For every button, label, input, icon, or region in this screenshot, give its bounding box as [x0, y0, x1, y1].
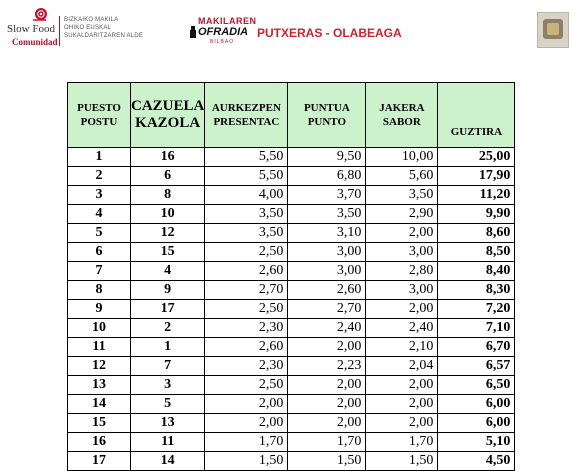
cell-punto: 3,50	[288, 205, 366, 224]
cell-punto: 2,00	[288, 376, 366, 395]
cell-cazuela: 16	[131, 148, 205, 167]
cell-cazuela: 5	[131, 395, 205, 414]
cell-presentacion: 1,50	[205, 452, 288, 471]
cell-presentacion: 2,00	[205, 414, 288, 433]
cell-punto: 3,70	[288, 186, 366, 205]
cell-puesto: 1	[68, 148, 131, 167]
cell-puesto: 11	[68, 338, 131, 357]
cell-sabor: 2,00	[366, 376, 438, 395]
cell-guztira: 5,10	[438, 433, 515, 452]
cell-guztira: 7,20	[438, 300, 515, 319]
cell-cazuela: 3	[131, 376, 205, 395]
table-row	[68, 376, 515, 395]
cell-sabor: 2,04	[366, 357, 438, 376]
ofradia-logo	[190, 14, 257, 46]
cell-presentacion: 4,00	[205, 186, 288, 205]
cell-presentacion: 2,60	[205, 262, 288, 281]
cell-presentacion: 2,30	[205, 357, 288, 376]
header-puesto: PUESTO POSTU	[68, 83, 131, 148]
table-row	[68, 243, 515, 262]
cell-guztira: 6,57	[438, 357, 515, 376]
table-row	[68, 357, 515, 376]
cell-guztira: 6,00	[438, 414, 515, 433]
cell-sabor: 3,00	[366, 281, 438, 300]
cell-cazuela: 17	[131, 300, 205, 319]
slow-food-logo	[7, 7, 58, 47]
table-row	[68, 148, 515, 167]
results-table	[67, 82, 515, 471]
cell-puesto: 17	[68, 452, 131, 471]
cell-presentacion: 2,50	[205, 243, 288, 262]
cell-cazuela: 13	[131, 414, 205, 433]
header-punto: PUNTUA PUNTO	[288, 83, 366, 148]
table-row	[68, 338, 515, 357]
ofradia-main-text: OFRADIA	[198, 26, 249, 38]
cell-puesto: 14	[68, 395, 131, 414]
cell-punto: 3,10	[288, 224, 366, 243]
table-row	[68, 262, 515, 281]
table-row	[68, 281, 515, 300]
cell-sabor: 2,90	[366, 205, 438, 224]
table-row	[68, 300, 515, 319]
cell-cazuela: 9	[131, 281, 205, 300]
cell-puesto: 2	[68, 167, 131, 186]
cell-cazuela: 10	[131, 205, 205, 224]
table-row	[68, 452, 515, 471]
cell-presentacion: 2,30	[205, 319, 288, 338]
cell-guztira: 6,00	[438, 395, 515, 414]
header-presentacion: AURKEZPEN PRESENTAC	[205, 83, 288, 148]
cell-punto: 2,70	[288, 300, 366, 319]
chef-icon	[190, 26, 196, 38]
cell-cazuela: 14	[131, 452, 205, 471]
cell-sabor: 2,00	[366, 300, 438, 319]
cell-cazuela: 1	[131, 338, 205, 357]
cell-guztira: 25,00	[438, 148, 515, 167]
cell-guztira: 7,10	[438, 319, 515, 338]
photo-thumbnail	[537, 12, 569, 48]
cell-guztira: 4,50	[438, 452, 515, 471]
cell-cazuela: 11	[131, 433, 205, 452]
cell-cazuela: 6	[131, 167, 205, 186]
cell-guztira: 8,30	[438, 281, 515, 300]
cell-punto: 9,50	[288, 148, 366, 167]
cell-puesto: 7	[68, 262, 131, 281]
cell-puesto: 9	[68, 300, 131, 319]
logo-divider	[59, 16, 60, 46]
cell-presentacion: 3,50	[205, 224, 288, 243]
cell-punto: 2,40	[288, 319, 366, 338]
cell-sabor: 1,50	[366, 452, 438, 471]
cell-punto: 2,00	[288, 395, 366, 414]
cell-puesto: 10	[68, 319, 131, 338]
association-line: OHIKO EUSKAL	[64, 25, 112, 31]
cell-guztira: 11,20	[438, 186, 515, 205]
cell-presentacion: 5,50	[205, 148, 288, 167]
cell-puesto: 12	[68, 357, 131, 376]
cell-puesto: 3	[68, 186, 131, 205]
table-row	[68, 414, 515, 433]
cell-sabor: 10,00	[366, 148, 438, 167]
cell-cazuela: 4	[131, 262, 205, 281]
results-body	[68, 148, 515, 471]
table-row	[68, 167, 515, 186]
cell-cazuela: 12	[131, 224, 205, 243]
cell-guztira: 8,50	[438, 243, 515, 262]
cell-punto: 3,00	[288, 243, 366, 262]
cell-punto: 2,23	[288, 357, 366, 376]
cell-punto: 2,60	[288, 281, 366, 300]
header-cazuela: CAZUELA KAZOLA	[131, 83, 205, 148]
cell-sabor: 1,70	[366, 433, 438, 452]
cell-guztira: 17,90	[438, 167, 515, 186]
cell-puesto: 15	[68, 414, 131, 433]
cell-sabor: 5,60	[366, 167, 438, 186]
association-name	[64, 16, 143, 40]
cell-presentacion: 2,60	[205, 338, 288, 357]
cell-sabor: 3,50	[366, 186, 438, 205]
header-row	[68, 83, 515, 148]
cell-puesto: 5	[68, 224, 131, 243]
cell-sabor: 2,00	[366, 395, 438, 414]
cell-puesto: 8	[68, 281, 131, 300]
cell-sabor: 2,00	[366, 224, 438, 243]
ofradia-city-text: BILBAO	[210, 39, 235, 45]
cell-guztira: 6,50	[438, 376, 515, 395]
cell-cazuela: 2	[131, 319, 205, 338]
table-row	[68, 205, 515, 224]
cell-presentacion: 2,70	[205, 281, 288, 300]
table-row	[68, 224, 515, 243]
page-title: PUTXERAS - OLABEAGA	[257, 26, 402, 40]
cell-punto: 2,00	[288, 414, 366, 433]
cell-punto: 2,00	[288, 338, 366, 357]
table-row	[68, 319, 515, 338]
cell-presentacion: 2,50	[205, 376, 288, 395]
cell-sabor: 2,10	[366, 338, 438, 357]
cell-sabor: 3,00	[366, 243, 438, 262]
cell-guztira: 9,90	[438, 205, 515, 224]
cell-presentacion: 1,70	[205, 433, 288, 452]
cell-punto: 1,70	[288, 433, 366, 452]
table-row	[68, 186, 515, 205]
header-sabor: JAKERA SABOR	[366, 83, 438, 148]
cell-puesto: 6	[68, 243, 131, 262]
cell-cazuela: 7	[131, 357, 205, 376]
cell-presentacion: 3,50	[205, 205, 288, 224]
cell-presentacion: 5,50	[205, 167, 288, 186]
cell-cazuela: 8	[131, 186, 205, 205]
header-guztira: GUZTIRA	[438, 83, 515, 148]
cell-puesto: 16	[68, 433, 131, 452]
cell-sabor: 2,40	[366, 319, 438, 338]
cell-guztira: 6,70	[438, 338, 515, 357]
cell-cazuela: 15	[131, 243, 205, 262]
slow-food-name: Slow Food	[7, 23, 55, 35]
table-row	[68, 433, 515, 452]
ofradia-top-text: MAKILAREN	[198, 16, 257, 26]
cell-guztira: 8,40	[438, 262, 515, 281]
cell-guztira: 8,60	[438, 224, 515, 243]
snail-icon	[32, 7, 48, 21]
cell-presentacion: 2,50	[205, 300, 288, 319]
cell-puesto: 13	[68, 376, 131, 395]
cell-punto: 6,80	[288, 167, 366, 186]
cell-puesto: 4	[68, 205, 131, 224]
cell-presentacion: 2,00	[205, 395, 288, 414]
table-row	[68, 395, 515, 414]
cell-punto: 3,00	[288, 262, 366, 281]
association-line: SUKALDARITZAREN ALDE	[64, 33, 144, 39]
cell-sabor: 2,00	[366, 414, 438, 433]
association-line: BIZKAIKO MAKILA	[64, 17, 119, 23]
cell-punto: 1,50	[288, 452, 366, 471]
slow-food-community: Comunidad	[12, 37, 58, 47]
cell-sabor: 2,80	[366, 262, 438, 281]
